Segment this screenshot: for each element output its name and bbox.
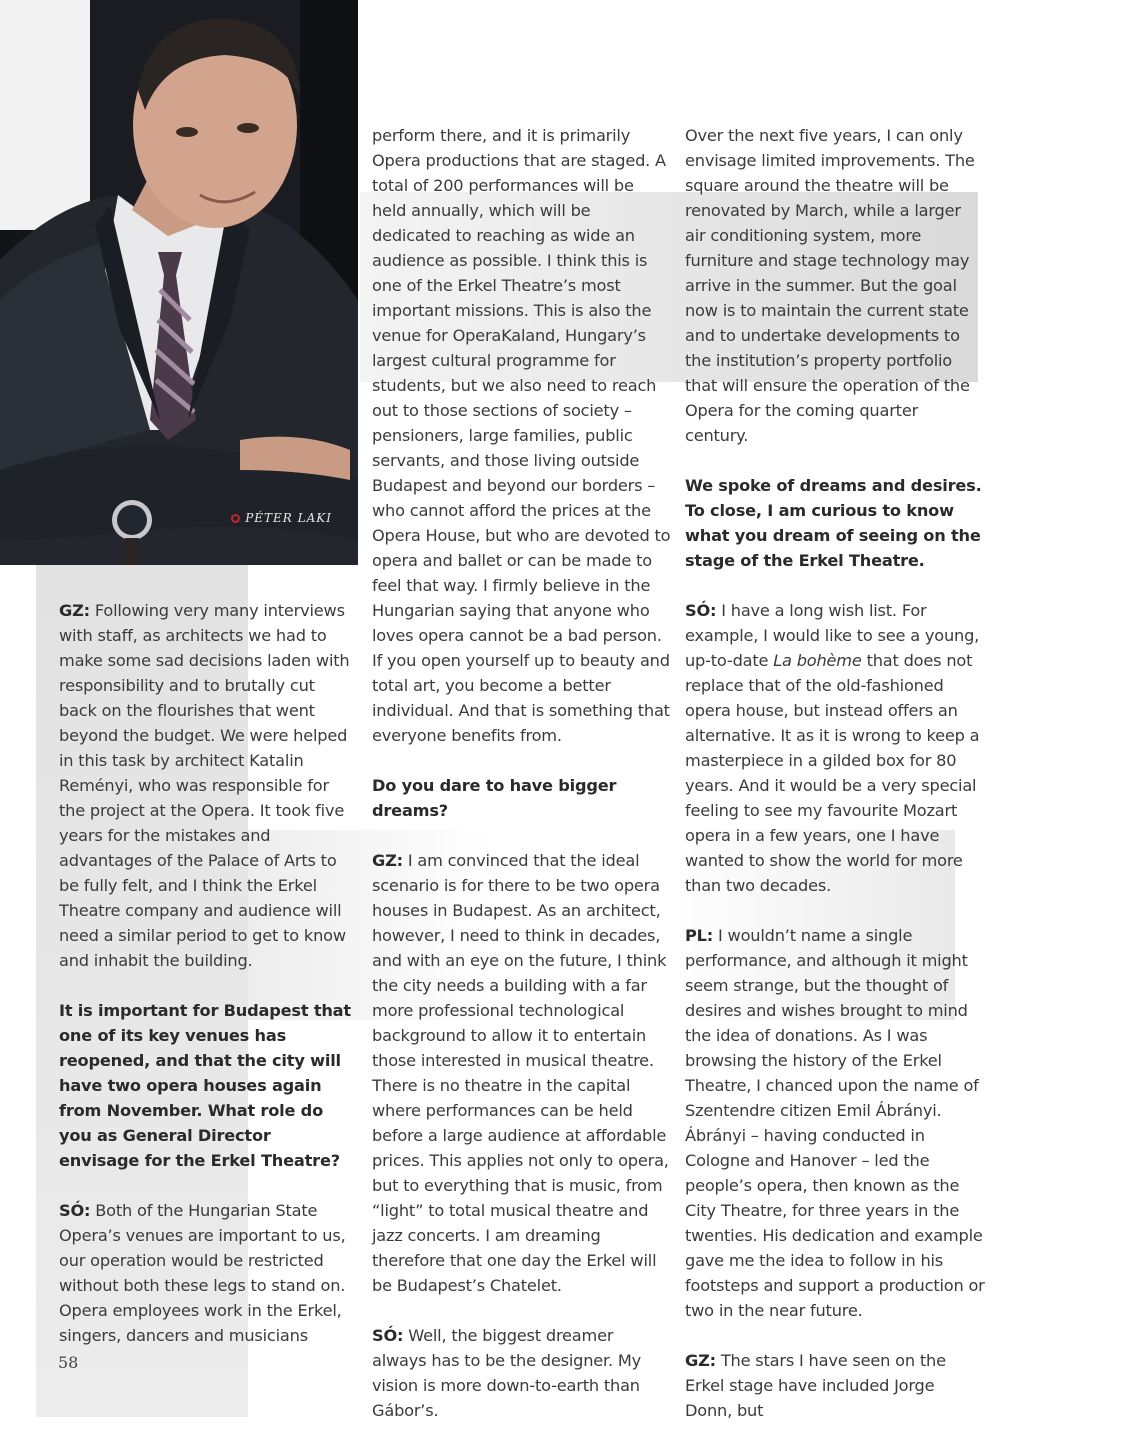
paragraph (372, 1323, 672, 1423)
paragraph: Over the next five years, I can only envisage limited improvements. The square around the theatre will be renovated by March, while a larger air conditioning system, more furniture and stage technology may arrive in the summer. But the goal now is to maintain the current state and to undertake developments to the institution’s property portfolio that will ensure the operation of the Opera for the coming quarter century. (685, 126, 975, 445)
speaker-label: SÓ: (59, 1201, 91, 1220)
paragraph-text: Following very many interviews with staff, as architects we had to make some sad decisions laden with responsibility and to brutally cut back on the flourishes that went beyond the budget. We were helped in this task by architect Katalin Reményi, who was responsible for the project at the Opera. It took five years for the mistakes and advantages of the Palace of Arts to be fully felt, and I think the Erkel Theatre company and audience will need a similar period to get to know and inhabit the building. (59, 601, 350, 970)
portrait-illustration (0, 0, 358, 565)
paragraph (685, 598, 985, 898)
opera-title: La bohème (773, 651, 862, 670)
photo-credit (231, 511, 332, 525)
text-column-1 (59, 598, 351, 1373)
paragraph (685, 923, 985, 1323)
speaker-label: GZ: (59, 601, 90, 620)
paragraph-text: I have a long wish list. For example, I would like to see a young, up-to-date (685, 601, 980, 670)
paragraph (59, 598, 351, 973)
interview-question: Do you dare to have bigger dreams? (372, 776, 617, 820)
paragraph-text: I wouldn’t name a single performance, and although it might seem strange, but the thought of desires and wishes brought to mind the idea of donations. As I was browsing the history of the Erkel Theatre, I chanced upon the name of Szentendre citizen Emil Ábrányi. Ábrányi – having conducted in Cologne and Hanover – led the people’s opera, then known as the City Theatre, for three years in the twenties. His dedication and example gave me the idea to follow in his footsteps and support a production or two in the near future. (685, 926, 985, 1320)
paragraph-text: Both of the Hungarian State Opera’s venues are important to us, our operation would be restricted without both these legs to stand on. Opera employees work in the Erkel, singers, dancers and musicians (59, 1201, 346, 1345)
paragraph-text: The stars I have seen on the Erkel stage have included Jorge Donn, but (685, 1351, 946, 1420)
speaker-label: SÓ: (685, 601, 717, 620)
portrait-photo (0, 0, 358, 565)
paragraph-text: I am convinced that the ideal scenario is for there to be two opera houses in Budapest. As an architect, however, I need to think in decades, and with an eye on the future, I think the city needs a building with a far more professional technological background to allow it to entertain those interested in musical theatre. There is no theatre in the capital where performances can be held before a large audience at affordable prices. This applies not only to opera, but to everything that is music, from “light” to total musical theatre and jazz concerts. I am dreaming therefore that one day the Erkel will be Budapest’s Chatelet. (372, 851, 669, 1295)
paragraph (685, 1348, 985, 1423)
paragraph (372, 848, 672, 1298)
speaker-label: SÓ: (372, 1326, 404, 1345)
paragraph-text: Well, the biggest dreamer always has to be the designer. My vision is more down-to-earth than Gábor’s. (372, 1326, 642, 1420)
text-column-3 (685, 123, 985, 1448)
speaker-label: PL: (685, 926, 714, 945)
speaker-label: GZ: (685, 1351, 716, 1370)
paragraph-text: that does not replace that of the old-fashioned opera house, but instead offers an alternative. It as it is wrong to keep a masterpiece in a gilded box for 80 years. And it would be a very special feeling to see my favourite Mozart opera in a few years, one I have wanted to show the world for more than two decades. (685, 651, 980, 895)
speaker-label: GZ: (372, 851, 403, 870)
paragraph: perform there, and it is primarily Opera productions that are staged. A total of 200 performances will be held annually, which will be dedicated to reaching as wide an audience as possible. I think this is one of the Erkel Theatre’s most important missions. This is also the venue for OperaKaland, Hungary’s largest cultural programme for students, but we also need to reach out to those sections of society – pensioners, large families, public servants, and those living outside Budapest and beyond our borders – who cannot afford the prices at the Opera House, but who are devoted to opera and ballet or can be made to feel that way. I firmly believe in the Hungarian saying that anyone who loves opera cannot be a bad person. If you open yourself up to beauty and total art, you become a better individual. And that is something that everyone benefits from. (372, 126, 671, 745)
interview-question: It is important for Budapest that one of its key venues has reopened, and that the city will have two opera houses again from November. What role do you as General Director envisage for the Erkel Theatre? (59, 1001, 351, 1170)
copyright-circle-icon (231, 514, 240, 523)
interview-question: We spoke of dreams and desires. To close, I am curious to know what you dream of seeing on the stage of the Erkel Theatre. (685, 476, 982, 570)
paragraph (59, 1198, 351, 1348)
page-number: 58 (58, 1353, 79, 1372)
text-column-2 (372, 123, 672, 1448)
photo-credit-text: PÉTER LAKI (245, 511, 332, 525)
